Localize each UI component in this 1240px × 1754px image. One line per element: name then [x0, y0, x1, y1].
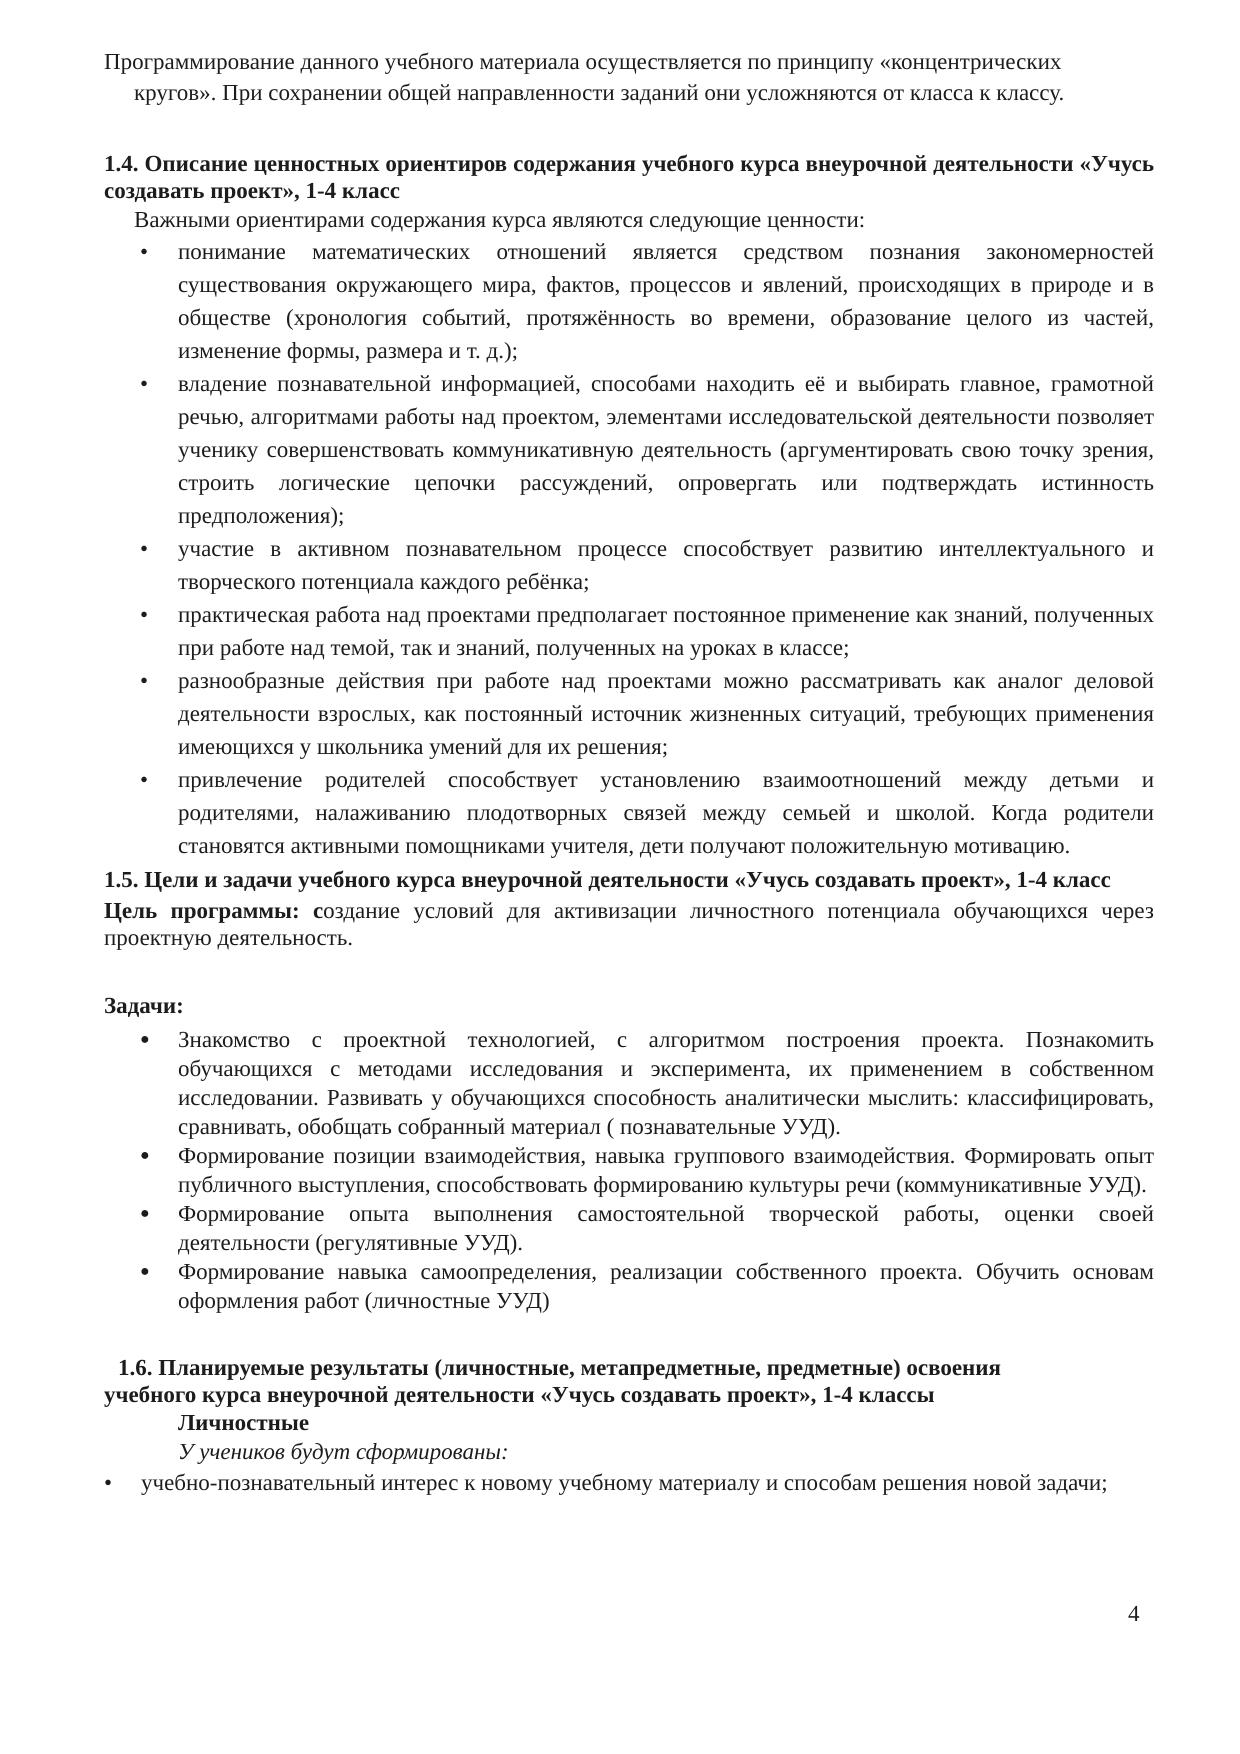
- section-1-6-subtitle: У учеников будут сформированы:: [178, 1439, 509, 1464]
- list-item-text: Формирование опыта выполнения самостоятельной творческой работы, оценки своей деятельности (регулятивные УУД).: [178, 1201, 1154, 1255]
- section-1-4-heading: 1.4. Описание ценностных ориентиров содержания учебного курса внеурочной деятельности «Учусь создавать проект», 1-4 класс: [104, 151, 1154, 203]
- list-item-text: участие в активном познавательном процессе способствует развитию интеллектуального и творческого потенциала каждого ребёнка;: [178, 536, 1154, 594]
- page-number: 4: [1128, 1601, 1140, 1626]
- page-content: [104, 46, 1154, 1499]
- bullet-icon: •: [140, 371, 149, 396]
- list-item: [104, 664, 1154, 763]
- list-item: [104, 235, 1154, 367]
- list-item: [104, 1141, 1154, 1199]
- list-item: [104, 763, 1154, 862]
- list-item: [104, 367, 1154, 532]
- bullet-icon: ●: [140, 1031, 150, 1048]
- list-item-text: Знакомство с проектной технологией, с алгоритмом построения проекта. Познакомить обучающихся с методами исследования и эксперимента, их применением в собственном исследовании. Развивать у обучающихся способность аналитически мыслить: классифицировать, сравнивать, обобщать собранный материал ( познавательные УУД).: [178, 1027, 1154, 1139]
- bullet-icon: •: [104, 1470, 113, 1495]
- goal-label: Цель программы: с: [104, 898, 324, 923]
- bullet-icon: ●: [140, 1147, 150, 1164]
- bullet-icon: •: [140, 239, 149, 264]
- section-1-6-heading-line-2: учебного курса внеурочной деятельности «Учусь создавать проект», 1-4 классы: [104, 1382, 935, 1407]
- section-1-6-subheading: Личностные: [178, 1410, 310, 1435]
- section-1-6-heading-line-1: 1.6. Планируемые результаты (личностные, метапредметные, предметные) освоения: [118, 1355, 1001, 1380]
- bullet-icon: •: [140, 602, 149, 627]
- list-item-text: разнообразные действия при работе над проектами можно рассматривать как аналог деловой деятельности взрослых, как постоянный источник жизненных ситуаций, требующих применения имеющихся у школьника умений для их решения;: [178, 668, 1154, 759]
- list-item-text: практическая работа над проектами предполагает постоянное применение как знаний, полученных при работе над темой, так и знаний, полученных на уроках в классе;: [178, 602, 1154, 660]
- intro-line-2: кругов». При сохранении общей направленности заданий они усложняются от класса к классу.: [134, 80, 1065, 105]
- tasks-title: Задачи:: [104, 993, 184, 1018]
- tasks-list: [104, 1025, 1154, 1315]
- bullet-icon: •: [140, 767, 149, 792]
- list-item: [104, 1025, 1154, 1141]
- bullet-icon: •: [140, 668, 149, 693]
- results-list: [104, 1466, 1154, 1499]
- goal-paragraph: [104, 897, 1154, 951]
- list-item-text: учебно-познавательный интерес к новому учебному материалу и способам решения новой задачи;: [141, 1470, 1108, 1495]
- goal-text: оздание условий для активизации личностного потенциала обучающихся через проектную деятельность.: [104, 898, 1155, 950]
- section-1-5-heading: 1.5. Цели и задачи учебного курса внеурочной деятельности «Учусь создавать проект», 1-4 класс: [104, 867, 1111, 892]
- section-1-6-heading: [104, 1354, 1154, 1408]
- list-item-text: владение познавательной информацией, способами находить её и выбирать главное, грамотной речью, алгоритмами работы над проектом, элементами исследовательской деятельности позволяет ученику совершенствовать коммуникативную деятельность (аргументировать свою точку зрения, строить логические цепочки рассуждений, опровергать или подтверждать истинность предположения);: [178, 371, 1154, 528]
- list-item-text: привлечение родителей способствует установлению взаимоотношений между детьми и родителями, налаживанию плодотворных связей между семьей и школой. Когда родители становятся активными помощниками учителя, дети получают положительную мотивацию.: [178, 767, 1154, 858]
- list-item: [104, 1257, 1154, 1315]
- list-item: [104, 1199, 1154, 1257]
- bullet-icon: ●: [140, 1263, 150, 1280]
- section-1-4-lead: Важными ориентирами содержания курса являются следующие ценности:: [134, 207, 866, 232]
- list-item-text: Формирование позиции взаимодействия, навыка группового взаимодействия. Формировать опыт публичного выступления, способствовать формированию культуры речи (коммуникативные УУД).: [178, 1143, 1154, 1197]
- list-item: [104, 532, 1154, 598]
- list-item: [104, 1466, 1154, 1499]
- list-item: [104, 598, 1154, 664]
- list-item-text: Формирование навыка самоопределения, реализации собственного проекта. Обучить основам оформления работ (личностные УУД): [178, 1259, 1154, 1313]
- intro-paragraph: [104, 46, 1154, 108]
- values-list: [104, 235, 1154, 862]
- list-item-text: понимание математических отношений является средством познания закономерностей существования окружающего мира, фактов, процессов и явлений, происходящих в природе и в обществе (хронология событий, протяжённость во времени, образование целого из частей, изменение формы, размера и т. д.);: [178, 239, 1154, 363]
- bullet-icon: •: [140, 536, 149, 561]
- bullet-icon: ●: [140, 1205, 150, 1222]
- intro-line-1: Программирование данного учебного материала осуществляется по принципу «концентрических: [104, 49, 1062, 74]
